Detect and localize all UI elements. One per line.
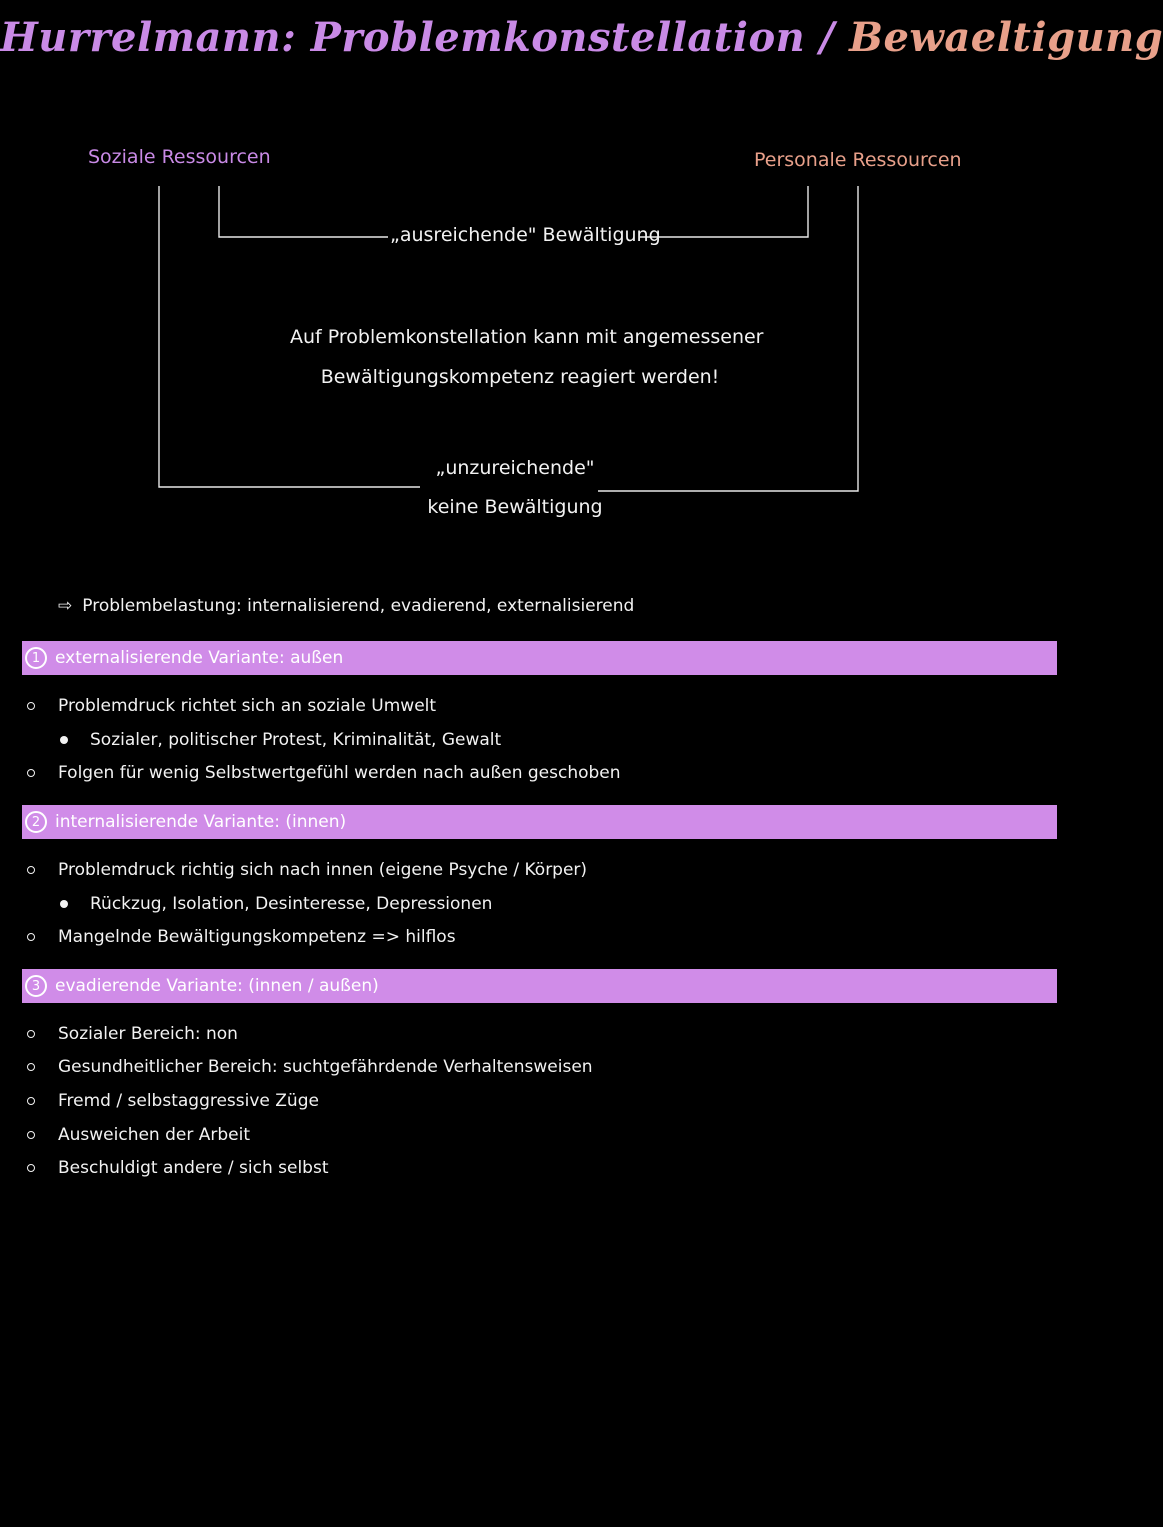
list-item-text: Folgen für wenig Selbstwertgefühl werden nach außen geschoben	[58, 763, 621, 783]
circle-bullet-icon	[27, 1063, 35, 1071]
list-item-text: Rückzug, Isolation, Desinteresse, Depressionen	[90, 894, 493, 914]
title-part-2: Bewaeltigung	[849, 14, 1163, 61]
sufficient-coping-label: „ausreichende" Bewältigung	[390, 224, 661, 246]
title-part-1: Hurrelmann: Problemkonstellation /	[0, 14, 835, 61]
list-item-text: Fremd / selbstaggressive Züge	[58, 1091, 319, 1111]
top-bracket-left	[219, 186, 388, 237]
bullet-dot-icon	[60, 900, 68, 908]
circle-bullet-icon	[27, 1030, 35, 1038]
list-item-text: Sozialer Bereich: non	[58, 1024, 238, 1044]
center-note-line-2: Bewältigungskompetenz reagiert werden!	[320, 366, 720, 388]
section-number-badge: 3	[25, 975, 47, 997]
section-title: evadierende Variante: (innen / außen)	[55, 976, 379, 996]
summary-line	[58, 596, 634, 616]
personal-resources-label: Personale Ressourcen	[754, 149, 962, 171]
arrow-right-icon: ⇨	[58, 596, 73, 616]
no-coping-label: keine Bewältigung	[427, 496, 603, 518]
circle-bullet-icon	[27, 702, 35, 710]
section-number-badge: 1	[25, 647, 47, 669]
section-title: externalisierende Variante: außen	[55, 648, 344, 668]
section-title: internalisierende Variante: (innen)	[55, 812, 347, 832]
circle-bullet-icon	[27, 866, 35, 874]
list-item-text: Gesundheitlicher Bereich: suchtgefährdende Verhaltensweisen	[58, 1057, 593, 1077]
bullet-dot-icon	[60, 736, 68, 744]
top-bracket-right	[640, 186, 808, 237]
circle-bullet-icon	[27, 1164, 35, 1172]
section-number-badge: 2	[25, 811, 47, 833]
insufficient-label: „unzureichende"	[435, 457, 595, 479]
summary-text: Problembelastung: internalisierend, evadierend, externalisierend	[82, 596, 635, 616]
center-note-line-1: Auf Problemkonstellation kann mit angemessener	[290, 326, 764, 348]
circle-bullet-icon	[27, 933, 35, 941]
section-header-evading	[22, 969, 1057, 1003]
list-item-text: Problemdruck richtig sich nach innen (eigene Psyche / Körper)	[58, 860, 588, 880]
circle-bullet-icon	[27, 1131, 35, 1139]
list-item-text: Beschuldigt andere / sich selbst	[58, 1158, 329, 1178]
circle-bullet-icon	[27, 769, 35, 777]
list-item-text: Problemdruck richtet sich an soziale Umwelt	[58, 696, 437, 716]
list-item-text: Ausweichen der Arbeit	[58, 1125, 251, 1145]
social-resources-label: Soziale Ressourcen	[88, 146, 271, 168]
list-item-text: Sozialer, politischer Protest, Kriminalität, Gewalt	[90, 730, 502, 750]
circle-bullet-icon	[27, 1097, 35, 1105]
list-item-text: Mangelnde Bewältigungskompetenz => hilflos	[58, 927, 456, 947]
section-header-internalizing	[22, 805, 1057, 839]
section-header-externalizing	[22, 641, 1057, 675]
